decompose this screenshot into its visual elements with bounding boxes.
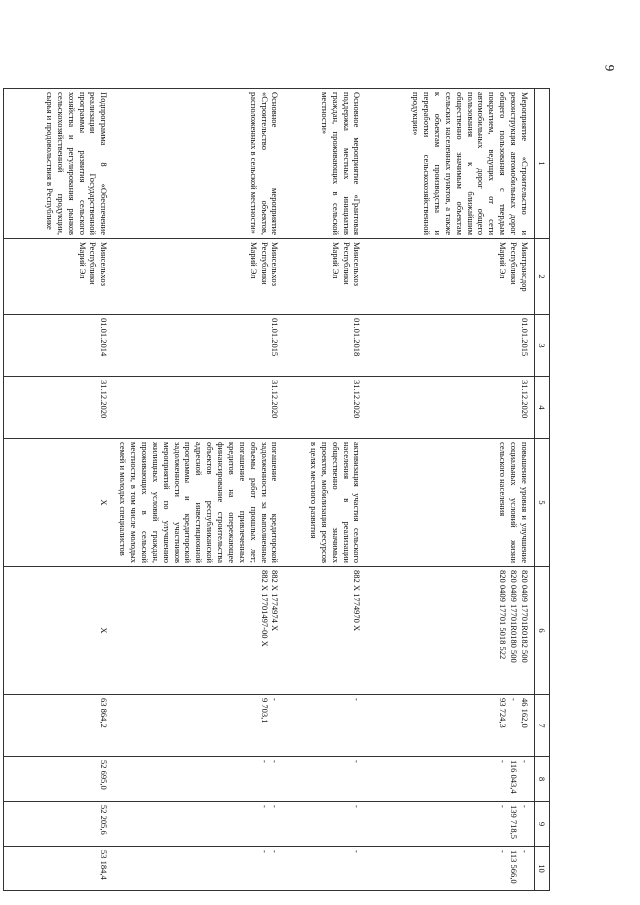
cell-start-date: 01.01.2014 [3,315,113,377]
budget-code-line: 882 X 1774974 X [270,570,281,632]
cell-amount-7 [367,695,535,757]
cell-end-date: 31.12.2020 [113,377,284,439]
amount-line: - [520,805,530,808]
amount-line: - [498,760,509,763]
budget-code-line: 820 0409 17701R0180 500 [509,570,520,663]
cell-executor: Минтрансдор Республики Марий Эл [367,239,535,315]
cell-amount-8: - [285,757,367,802]
col-header-1: 1 [535,89,550,239]
amount-line: 139 718,5 [509,805,520,839]
header-row [535,89,550,891]
amount-line: 46 162,0 [520,698,530,728]
amount-line: - [270,850,281,853]
cell-amount-10: 53 184,4 [3,847,113,891]
cell-amount-7: - [285,695,367,757]
amount-line: 9 703,1 [259,698,270,724]
cell-amount-10 [113,847,284,891]
program-table [3,88,550,891]
amount-line: - [270,698,281,701]
cell-expected-result: X [3,439,113,567]
cell-budget-code [113,567,284,695]
cell-budget-code [285,567,367,695]
col-header-2: 2 [535,239,550,315]
amount-line: - [498,805,509,808]
amount-line: 93 724,3 [498,698,509,728]
budget-code-line: 820 0409 17701R0182 500 [520,570,530,663]
cell-start-date: 01.01.2018 [285,315,367,377]
col-header-5: 5 [535,439,550,567]
cell-end-date: 31.12.2020 [367,377,535,439]
page-number: 9 [602,64,618,72]
table-row [285,89,367,891]
cell-amount-7: 63 864,2 [3,695,113,757]
table-row [367,89,535,891]
amount-line: - [509,698,520,701]
table-row [113,89,284,891]
amount-line: - [520,760,530,763]
table-row [3,89,113,891]
budget-code-line: 820 0409 17701 5018 522 [498,570,509,660]
cell-end-date: 31.12.2020 [285,377,367,439]
cell-amount-8 [113,757,284,802]
budget-code-line: 882 X 1774970 X [352,570,363,632]
cell-amount-7 [113,695,284,757]
cell-measure-name: Подпрограмма 8 «Обеспечение реализации Государственной программы развития сельского хозяйства и регулирования рынков сельскохозяйственной продукции, сырья и продовольствия в Республике [3,89,113,239]
cell-amount-9 [113,802,284,847]
amount-line: - [259,805,270,808]
cell-expected-result: повышение уровня и улучшение социальных условий жизни сельского населения [367,439,535,567]
cell-expected-result: активизация участия сельского населения в реализации общественно значимых проектов, мобилизация ресурсов в целях местного развития [285,439,367,567]
cell-amount-10 [367,847,535,891]
cell-measure-name: Мероприятие «Строительство и реконструкция автомобильных дорог общего пользования с твердым покрытием, ведущих от сети автомобильных дорог общего пользования к ближайшим общественно значимым объектам сельских населенных пунктов, а также к объектам производства и переработки сельскохозяйственной продукции» [367,89,535,239]
cell-amount-9 [367,802,535,847]
cell-amount-9: 52 205,6 [3,802,113,847]
cell-executor: Минсельхоз Республики Марий Эл [3,239,113,315]
cell-measure-name: Основное мероприятие «Грантовая поддержка местных инициатив граждан, проживающих в сельской местности» [285,89,367,239]
col-header-3: 3 [535,315,550,377]
cell-measure-name: Основное мероприятие «Строительство объектов, расположенных в сельской местности» [113,89,284,239]
amount-line: - [259,850,270,853]
cell-budget-code [367,567,535,695]
col-header-6: 6 [535,567,550,695]
amount-line: - [498,850,509,853]
cell-start-date: 01.01.2015 [113,315,284,377]
cell-expected-result: погашение кредиторской задолженности за выполненные объемы работ прошлых лет; погашение привлеченных кредитов на опережающее финансирование строительства объектов республиканской адресной инвестиционной программы и кредиторской задолженности участников мероприятий по улучшению жилищных условий граждан, проживающих в сельской местности, в том числе молодых семей и молодых специалистов [113,439,284,567]
cell-amount-10: - [285,847,367,891]
cell-amount-8: 52 695,0 [3,757,113,802]
col-header-10: 10 [535,847,550,891]
col-header-4: 4 [535,377,550,439]
amount-line: - [259,760,270,763]
amount-line: 113 566,0 [509,850,520,884]
cell-executor: Минсельхоз Республики Марий Эл [285,239,367,315]
budget-code-line: 882 X 17701497-00 X [259,570,270,647]
cell-start-date: 01.01.2015 [367,315,535,377]
col-header-9: 9 [535,802,550,847]
amount-line: - [270,760,281,763]
col-header-8: 8 [535,757,550,802]
cell-executor: Минсельхоз Республики Марий Эл [113,239,284,315]
cell-budget-code: X [3,567,113,695]
amount-line: - [270,805,281,808]
cell-amount-9: - [285,802,367,847]
amount-line: - [520,850,530,853]
cell-end-date: 31.12.2020 [3,377,113,439]
cell-amount-8 [367,757,535,802]
col-header-7: 7 [535,695,550,757]
amount-line: 116 043,4 [509,760,520,794]
